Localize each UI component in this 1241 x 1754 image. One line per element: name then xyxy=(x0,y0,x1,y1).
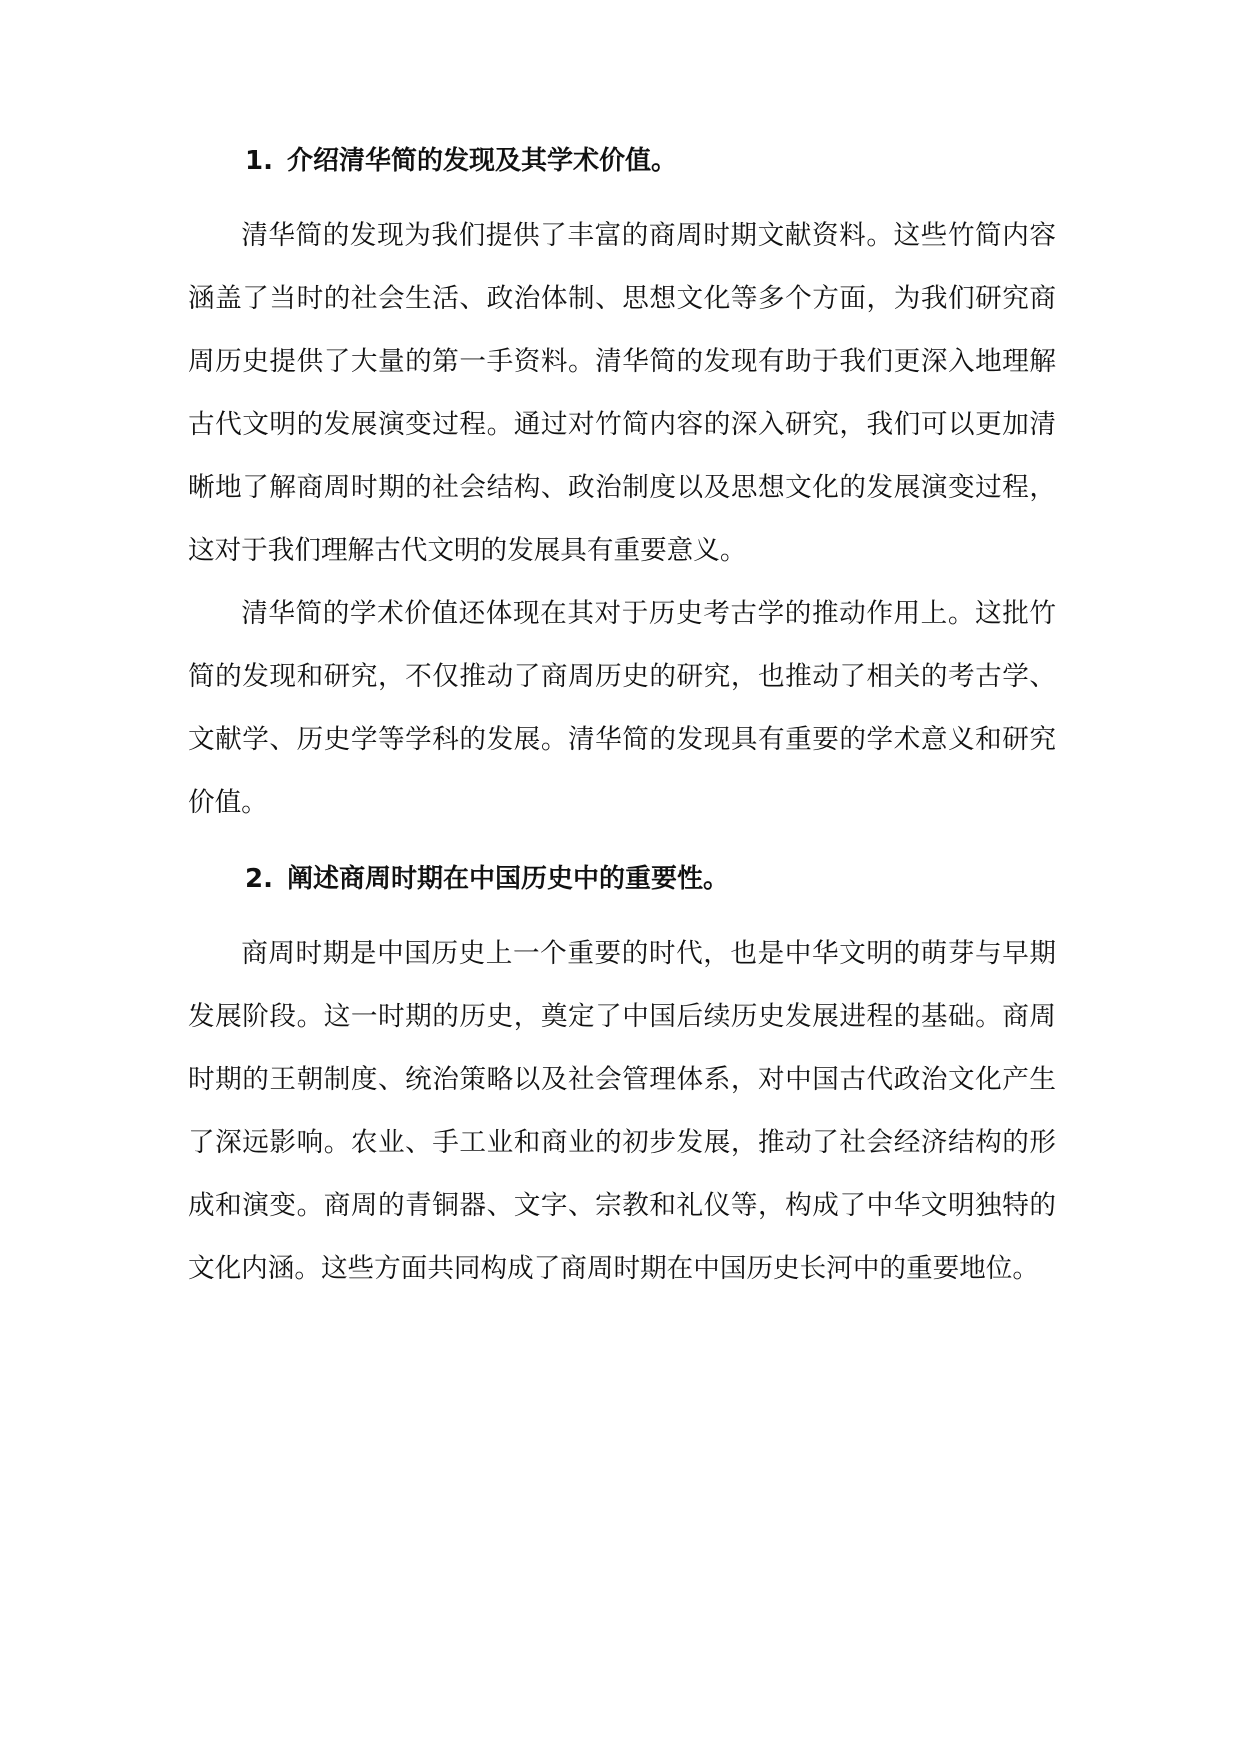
section-number: 2. xyxy=(245,864,273,894)
section-heading xyxy=(245,141,1056,181)
paragraph: 商周时期是中国历史上一个重要的时代，也是中华文明的萌芽与早期发展阶段。这一时期的历史，奠定了中国后续历史发展进程的基础。商周时期的王朝制度、统治策略以及社会管理体系，对中国古代政治文化产生了深远影响。农业、手工业和商业的初步发展，推动了社会经济结构的形成和演变。商周的青铜器、文字、宗教和礼仪等，构成了中华文明独特的文化内涵。这些方面共同构成了商周时期在中国历史长河中的重要地位。 xyxy=(188,938,1056,1284)
section-title: 介绍清华简的发现及其学术价值。 xyxy=(286,146,677,176)
section-1 xyxy=(188,141,1056,834)
paragraph: 清华简的发现为我们提供了丰富的商周时期文献资料。这些竹简内容涵盖了当时的社会生活、政治体制、思想文化等多个方面，为我们研究商周历史提供了大量的第一手资料。清华简的发现有助于我们更深入地理解古代文明的发展演变过程。通过对竹简内容的深入研究，我们可以更加清晰地了解商周时期的社会结构、政治制度以及思想文化的发展演变过程，这对于我们理解古代文明的发展具有重要意义。 xyxy=(188,220,1056,566)
section-2 xyxy=(188,859,1056,1300)
section-heading xyxy=(245,859,1056,899)
section-title: 阐述商周时期在中国历史中的重要性。 xyxy=(286,864,729,894)
document-body xyxy=(188,141,1056,1300)
paragraph: 清华简的学术价值还体现在其对于历史考古学的推动作用上。这批竹简的发现和研究，不仅推动了商周历史的研究，也推动了相关的考古学、文献学、历史学等学科的发展。清华简的发现具有重要的学术意义和研究价值。 xyxy=(188,598,1056,818)
section-number: 1. xyxy=(245,146,273,176)
